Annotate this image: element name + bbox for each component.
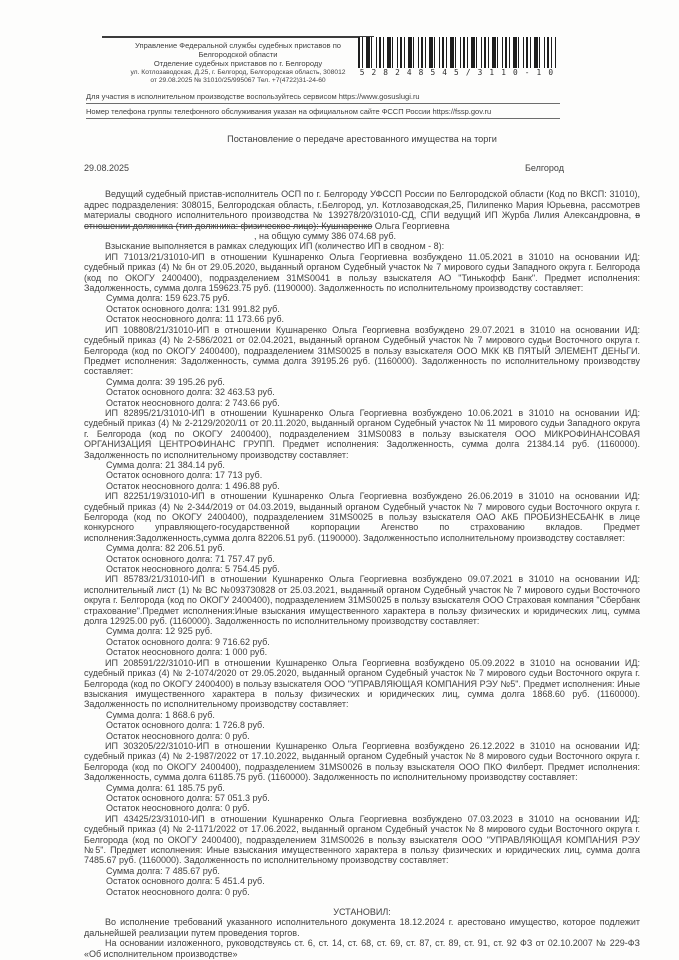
ip-principal-balance: Остаток основного долга: 17 713 руб.: [106, 470, 263, 481]
ip-sum: Сумма долга: 61 185.75 руб.: [106, 782, 225, 793]
ip-principal-balance: Остаток основного долга: 131 991.82 руб.: [106, 303, 280, 314]
ip-nonprincipal-balance: Остаток неосновного долга: 0 руб.: [106, 886, 250, 897]
ip-principal-balance: Остаток основного долга: 71 757.47 руб.: [106, 553, 275, 564]
ip-text: ИП 85783/21/31010-ИП в отношении Кушнаренко Ольга Георгиевна возбуждено 09.07.2021 в 31010 на основании ИД: исполнительный лист (1) № ВС №093730828 от 25.03.2021, выданный органом Судебный участок № 7 мирового судьи Восточного округа г. Белгорода (код по ОКОГУ 2400400), подразделением 31MS0025 в пользу взыскателя ООО Страховая компания "Сбербанк страхование".Предмет исполнения:Иные взыскания имущественного характера в пользу физических и юридических лиц, сумма долга 12925.00 руб. (1160000). Задолженность по исполнительному производству составляет:: [84, 574, 640, 627]
ip-nonprincipal-balance: Остаток неосновного долга: 0 руб.: [106, 730, 250, 741]
intro-paragraph: [84, 189, 640, 231]
ip-entry: [84, 491, 640, 574]
ip-principal-balance: Остаток основного долга: 32 463.53 руб.: [106, 387, 275, 398]
ip-nonprincipal-balance: Остаток неосновного долга: 1 000 руб.: [106, 647, 268, 658]
phone-note: Номер телефона группы телефонного обслуживания указан на официальном сайте ФССП России https://fssp.gov.ru: [86, 104, 560, 119]
ip-text: ИП 303205/22/31010-ИП в отношении Кушнаренко Ольга Георгиевна возбуждено 26.12.2022 в 31010 на основании ИД: судебный приказ (4) № 2-1987/2022 от 17.10.2022, выданный органом Судебный участок № 8 мирового судьи Восточного округа г. Белгорода (код по ОКОГУ 2400400), подразделением 31MS0026 в пользу взыскателя ООО ПКО Филберт. Предмет исполнения: Задолженность, сумма долга 61185.75 руб. (1160000). Задолженность по исполнительному производству составляет:: [84, 740, 640, 783]
ip-nonprincipal-balance: Остаток неосновного долга: 5 754.45 руб.: [106, 564, 280, 575]
division-name: Отделение судебных приставов по г. Белгороду: [153, 59, 323, 69]
ip-principal-balance: Остаток основного долга: 57 051.3 руб.: [106, 792, 270, 803]
ip-entry: [84, 814, 640, 897]
org-name-line2: Белгородской области: [198, 50, 278, 60]
ip-entry: [84, 574, 640, 657]
resolution-paragraph-2: На основании изложенного, руководствуясь ст. 6, ст. 14, ст. 68, ст. 69, ст. 87, ст. 89, ст. 91, ст. 92 ФЗ от 02.10.2007 № 229-ФЗ «Об исполнительном производстве»: [84, 938, 640, 959]
ip-text: ИП 82251/19/31010-ИП в отношении Кушнаренко Ольга Георгиевна возбуждено 26.06.2019 в 31010 на основании ИД: судебный приказ (4) № 2-344/2019 от 04.03.2019, выданный органом Судебный участок № 7 мирового судьи Восточного округа г. Белгорода (код по ОКОГУ 2400400), подразделением 31MS0025 в пользу взыскателя ОАО АКБ ПРОБИЗНЕСБАНК в лице конкурсного управляющего-государственной корпорации Агенство по страхованию вкладов. Предмет исполнения:Задолженность,сумма долга 82206.51 руб. (1190000). Задолженностьпо исполнительному производству составляет:: [84, 491, 640, 543]
intro-tail-text: Ольга Георгиевна: [372, 220, 450, 231]
intro-struck-text: в отношении должника (тип должника: физическое лицо): Кушнаренко: [84, 210, 640, 231]
ip-entry: [84, 658, 640, 741]
ip-entry: [84, 741, 640, 814]
ip-principal-balance: Остаток основного долга: 9 716.62 руб.: [106, 636, 270, 647]
ip-principal-balance: Остаток основного долга: 1 726.8 руб.: [106, 720, 265, 731]
ip-sum: Сумма долга: 1 868.6 руб.: [106, 709, 215, 720]
dateline: [84, 163, 640, 173]
ip-sum: Сумма долга: 159 623.75 руб.: [106, 293, 230, 304]
ip-nonprincipal-balance: Остаток неосновного долга: 1 496.88 руб.: [106, 480, 280, 491]
total-sum-line: , на общую сумму 386 074.68 руб.: [254, 231, 396, 242]
ip-nonprincipal-balance: Остаток неосновного долга: 0 руб.: [106, 803, 250, 814]
gosuslugi-note: Для участия в исполнительном производстве воспользуйтесь сервисом https://www.gosuslugi.ru: [86, 89, 560, 104]
ip-entry: [84, 408, 640, 491]
ip-sum: Сумма долга: 21 384.14 руб.: [106, 459, 225, 470]
ip-sum: Сумма долга: 12 925 руб.: [106, 626, 213, 637]
ip-sum: Сумма долга: 7 485.67 руб.: [106, 865, 220, 876]
letterhead: [86, 36, 560, 119]
ip-text: ИП 108808/21/31010-ИП в отношении Кушнаренко Ольга Георгиевна возбуждено 29.07.2021 в 31010 на основании ИД: судебный приказ (4) № 2-586/2021 от 02.04.2021, выданный органом Судебный участок № 7 мирового судьи Восточного округа г. Белгорода (код по ОКОГУ 2400400), подразделением 31MS0025 в пользу взыскателя ООО МКК КВ ПЯТЫЙ ЭЛЕМЕНТ ДЕНЬГИ. Предмет исполнения: Задолженность, сумма долга 39195.26 руб. (1160000). Задолженность по исполнительному производству составляет:: [84, 324, 640, 377]
ip-nonprincipal-balance: Остаток неосновного долга: 11 173.66 руб.: [106, 314, 285, 325]
ip-sum: Сумма долга: 82 206.51 руб.: [106, 543, 225, 554]
document-date: 29.08.2025: [84, 163, 130, 174]
intro-text: Ведущий судебный пристав-исполнитель ОСП по г. Белгороду УФССП России по Белгородской области (Код по ВКСП: 31010), адрес подразделения: 308015, Белгородская область, г.Белгород, ул. Котлозаводская,25, Пилипенко Мария Юрьевна, рассмотрев материалы сводного исполнительного производства № 139278/20/31010-СД, СПИ ведущий ИП Журба Лилия Александровна,: [84, 189, 640, 221]
ip-nonprincipal-balance: Остаток неосновного долга: 2 743.66 руб.: [106, 397, 280, 408]
document-title: Постановление о передаче арестованного имущества на торги: [227, 133, 497, 144]
document-city: Белгород: [524, 163, 564, 174]
ip-text: ИП 208591/22/31010-ИП в отношении Кушнаренко Ольга Георгиевна возбуждено 05.09.2022 в 31010 на основании ИД: судебный приказ (4) № 2-1074/2020 от 29.05.2020, выданный органом Судебный участок № 7 мирового судьи Восточного округа г. Белгорода (код по ОКОГУ 2400400) в пользу взыскателя ООО "УПРАВЛЯЮЩАЯ КОМПАНИЯ РЭУ №5". Предмет исполнения: Иные взыскания имущественного характера в пользу физических и юридических лиц, сумма долга 1868.60 руб. (1160000). Задолженность по исполнительному производству составляет:: [84, 657, 640, 710]
ip-text: ИП 82895/21/31010-ИП в отношении Кушнаренко Ольга Георгиевна возбуждено 10.06.2021 в 31010 на основании ИД: судебный приказ (4) № 2-2129/2020/11 от 20.11.2020, выданный органом Судебный участок № 11 мирового судьи Западного округа г. Белгорода (код по ОКОГУ 2400400), подразделением 31MS0083 в пользу взыскателя ООО МИКРОФИНАНСОВАЯ ОРГАНИЗАЦИЯ ЦЕНТРОФИНАНС ГРУПП. Предмет исполнения: Задолженность, сумма долга 21384.14 руб. (1160000). Задолженность по исполнительному производству составляет:: [84, 407, 640, 460]
org-name-line1: Управление Федеральной службы судебных приставов по: [134, 41, 342, 50]
document-reference: от 29.08.2025 № 31010/25/995067 Тел. +7(4722)31-24-60: [150, 77, 326, 85]
org-block: [102, 36, 374, 86]
resolution-heading: УСТАНОВИЛ:: [333, 907, 391, 918]
barcode-image: [358, 37, 556, 68]
barcode-block: [358, 37, 556, 77]
document-body: [84, 134, 640, 959]
body-text: [84, 189, 640, 959]
ip-entry: [84, 325, 640, 408]
ip-text: ИП 71013/21/31010-ИП в отношении Кушнаренко Ольга Георгиевна возбуждено 11.05.2021 в 31010 на основании ИД: судебный приказ (4) № бн от 29.05.2020, выданный органом Судебный участок № 7 мирового судьи Западного округа г. Белгорода (код по ОКОГУ 2400400), подразделением 31MS0041 в пользу взыскателя АО "Тинькофф Банк". Предмет исполнения: Задолженность, сумма долга 159623.75 руб. (1190000). Задолженность по исполнительному производству составляет:: [84, 251, 640, 294]
ip-principal-balance: Остаток основного долга: 5 451.4 руб.: [106, 876, 265, 887]
ip-text: ИП 43425/23/31010-ИП в отношении Кушнаренко Ольга Георгиевна возбуждено 07.03.2023 в 31010 на основании ИД: судебный приказ (4) № 2-1171/2022 от 17.06.2022, выданный органом Судебный участок № 8 мирового судьи Восточного округа г. Белгорода (код по ОКОГУ 2400400), подразделением 31MS0026 в пользу взыскателя ООО "УПРАВЛЯЮЩАЯ КОМПАНИЯ РЭУ №5". Предмет исполнения: Иные взыскания имущественного характера в пользу физических и юридических лиц, сумма долга 7485.67 руб. (1160000). Задолженность по исполнительному производству составляет:: [84, 813, 640, 866]
ip-entry: [84, 252, 640, 325]
claims-intro: Взыскание выполняется в рамках следующих ИП (количество ИП в сводном - 8):: [105, 241, 445, 252]
resolution-paragraph-1: Во исполнение требований указанного исполнительного документа 18.12.2024 г. арестовано имущество, которое подлежит дальнейшей реализации путем проведения торгов.: [84, 917, 640, 938]
barcode-digits: 5 2 8 2 4 8 5 4 5 / 3 1 1 0 - 1 0: [359, 68, 555, 77]
ip-sum: Сумма долга: 39 195.26 руб.: [106, 376, 225, 387]
office-address: ул. Котлозаводская, Д.25, г. Белгород, Белгородская область, 308012: [130, 68, 346, 76]
